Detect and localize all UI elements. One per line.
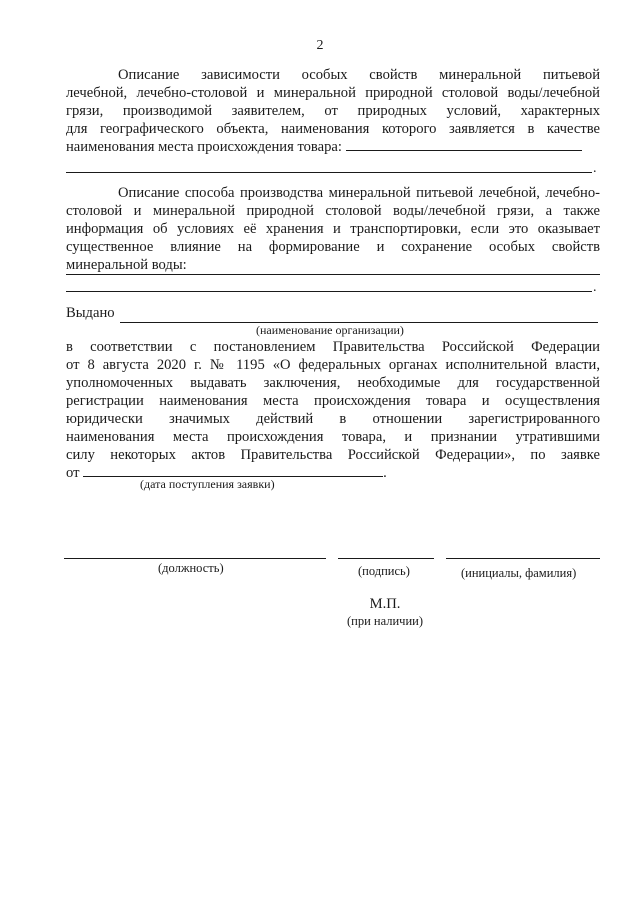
signature-caption: (подпись): [358, 564, 410, 578]
line-end-period: .: [593, 280, 597, 295]
issued-label: Выдано: [66, 305, 115, 321]
paragraph-line: [66, 138, 600, 156]
fill-in-line[interactable]: [346, 138, 582, 151]
from-label: от: [66, 465, 80, 481]
paragraph-line: столовой и минеральной природной столовой воды/лечебной грязи, а также: [66, 203, 600, 219]
paragraph-line: информация об условиях её хранения и транспортировки, если это оказывает: [66, 221, 600, 237]
paragraph-line: минеральной воды:: [66, 257, 187, 273]
paragraph-line: силу некоторых актов Правительства Российской Федерации», по заявке: [66, 447, 600, 463]
stamp-label: М.П.: [369, 596, 401, 612]
paragraph-line-text: наименования места происхождения товара:: [66, 139, 342, 155]
paragraph-line: лечебной, лечебно-столовой и минеральной природной столовой воды/лечебной: [66, 85, 600, 101]
paragraph-line: наименования места происхождения товара, и признании утратившими: [66, 429, 600, 445]
signature-field[interactable]: [338, 558, 434, 559]
name-caption: (инициалы, фамилия): [461, 566, 577, 580]
name-field[interactable]: [446, 558, 600, 559]
page-number: 2: [316, 38, 324, 53]
application-date-field[interactable]: [83, 464, 383, 477]
paragraph-line: в соответствии с постановлением Правительства Российской Федерации: [66, 339, 600, 355]
paragraph-line: регистрации наименования места происхождения товара и осуществления: [66, 393, 600, 409]
paragraph-line: грязи, производимой заявителем, от природных условий, характерных: [66, 103, 600, 119]
line-end-period: .: [593, 161, 597, 176]
paragraph-line: уполномоченных выдавать заключения, необходимые для государственной: [66, 375, 600, 391]
paragraph-line: Описание способа производства минеральной питьевой лечебной, лечебно-: [118, 185, 600, 201]
fill-in-line[interactable]: [66, 172, 592, 173]
stamp-note: (при наличии): [346, 614, 424, 628]
production-description-paragraph: [66, 184, 600, 274]
paragraph-line: для географического объекта, наименования которого заявляется в качестве: [66, 121, 600, 137]
paragraph-line: существенное влияние на формирование и сохранение особых свойств: [66, 239, 600, 255]
fill-in-line[interactable]: [66, 291, 592, 292]
line-end-period: .: [383, 465, 387, 481]
organization-caption: (наименование организации): [256, 323, 404, 337]
legal-basis-paragraph: [66, 338, 600, 482]
dependency-description-paragraph: [66, 66, 600, 156]
fill-in-line[interactable]: [66, 274, 600, 275]
position-field[interactable]: [64, 558, 326, 559]
position-caption: (должность): [158, 561, 224, 575]
paragraph-line: Описание зависимости особых свойств минеральной питьевой: [118, 67, 600, 83]
application-date-caption: (дата поступления заявки): [140, 477, 275, 491]
paragraph-line: от 8 августа 2020 г. № 1195 «О федеральных органах исполнительной власти,: [66, 357, 600, 373]
paragraph-line: юридически значимых действий в отношении зарегистрированного: [66, 411, 600, 427]
